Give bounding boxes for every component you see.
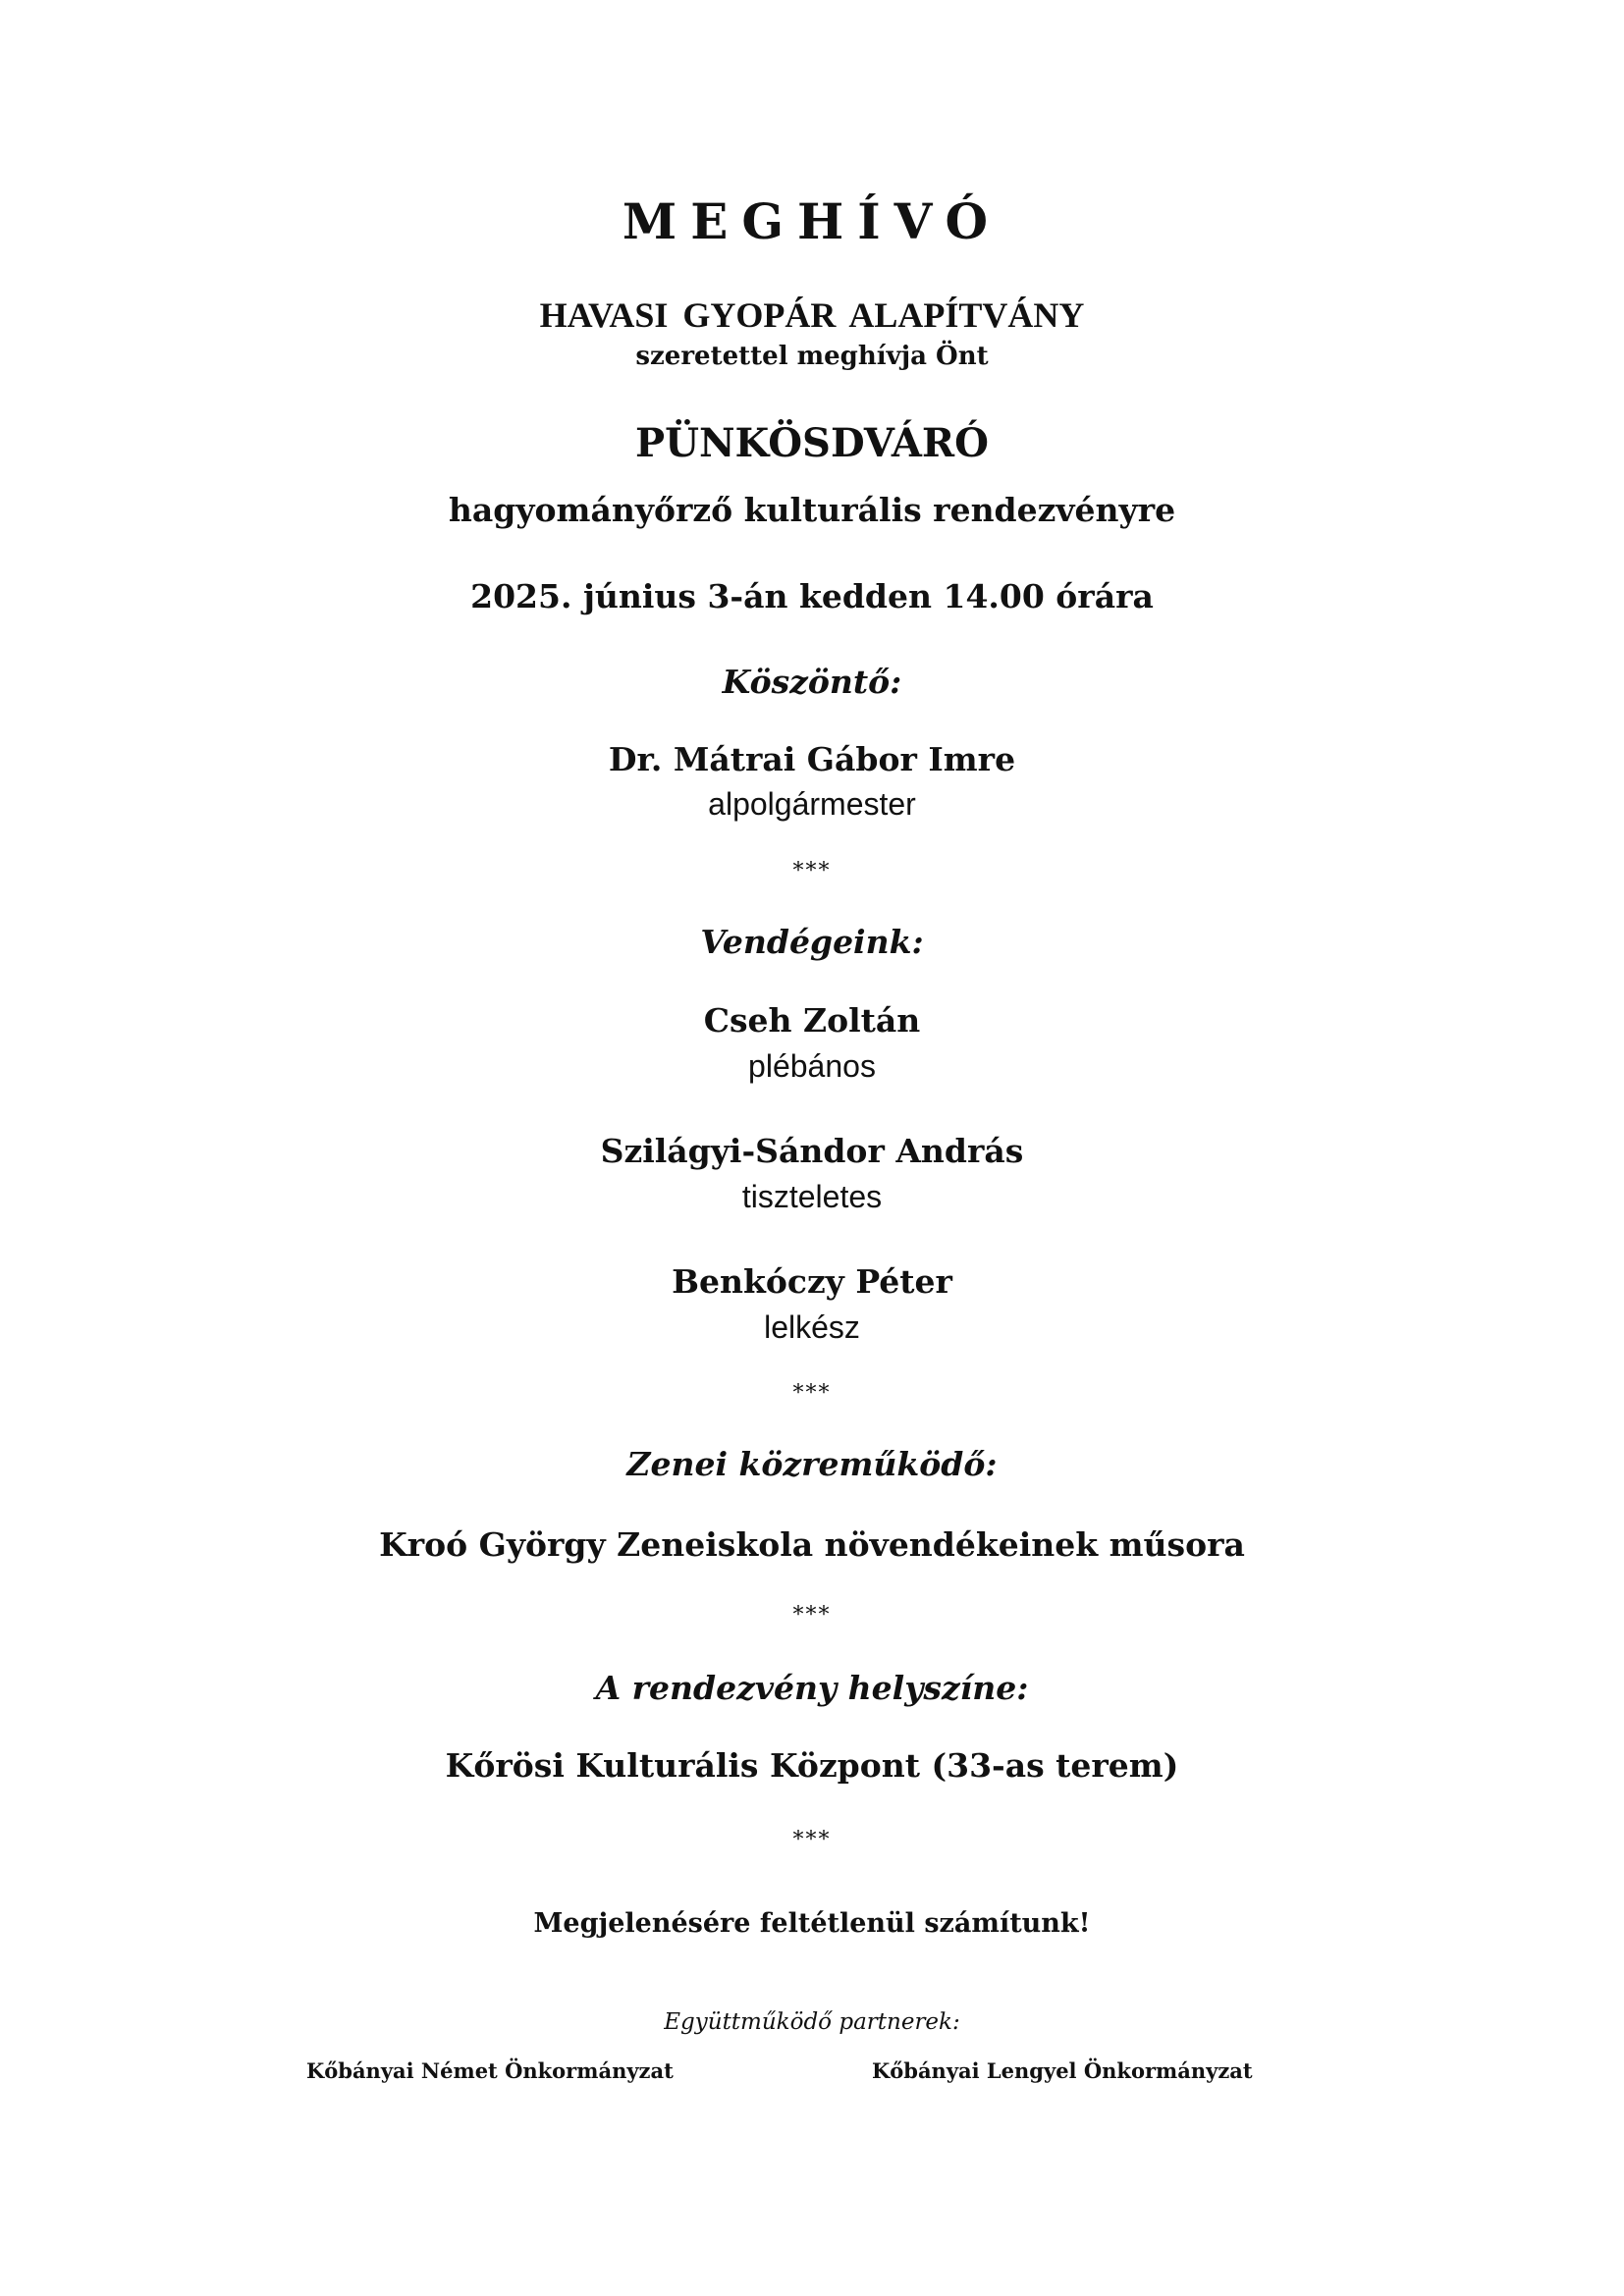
separator: ***: [792, 1828, 832, 1852]
music-heading: Zenei közreműködő:: [626, 1445, 998, 1483]
guest-role: plébános: [748, 1048, 876, 1084]
welcome-speaker-role: alpolgármester: [708, 786, 916, 822]
guest-name: Benkóczy Péter: [672, 1262, 952, 1301]
guest-name: Cseh Zoltán: [703, 1001, 921, 1040]
organizer-name: HAVASI GYOPÁR ALAPÍTVÁNY: [539, 295, 1085, 335]
event-date-time: 2025. június 3-án kedden 14.00 órára: [470, 577, 1154, 615]
guest-name: Szilágyi-Sándor András: [600, 1132, 1024, 1170]
partner-name: Kőbányai Német Önkormányzat: [306, 2058, 674, 2083]
event-description: hagyományőrző kulturális rendezvényre: [448, 491, 1176, 529]
separator: ***: [792, 1381, 832, 1406]
guest-role: lelkész: [764, 1309, 860, 1345]
welcome-heading: Köszöntő:: [722, 663, 902, 701]
separator: ***: [792, 1603, 832, 1628]
venue-location: Kőrösi Kulturális Központ (33-as terem): [445, 1746, 1179, 1785]
closing-line: Megjelenésére feltétlenül számítunk!: [533, 1908, 1091, 1939]
venue-heading: A rendezvény helyszíne:: [595, 1669, 1029, 1707]
separator: ***: [792, 859, 832, 883]
guest-role: tiszteletes: [741, 1179, 883, 1214]
welcome-speaker-name: Dr. Mátrai Gábor Imre: [608, 740, 1016, 778]
invite-line: szeretettel meghívja Önt: [635, 342, 989, 371]
partners-heading: Együttműködő partnerek:: [664, 2009, 960, 2035]
invitation-title: MEGHÍVÓ: [622, 192, 1002, 250]
partner-name: Kőbányai Lengyel Önkormányzat: [872, 2058, 1253, 2083]
event-name: PÜNKÖSDVÁRÓ: [635, 420, 989, 466]
guests-heading: Vendégeink:: [700, 923, 924, 961]
music-performers: Kroó György Zeneiskola növendékeinek műsora: [379, 1525, 1245, 1564]
